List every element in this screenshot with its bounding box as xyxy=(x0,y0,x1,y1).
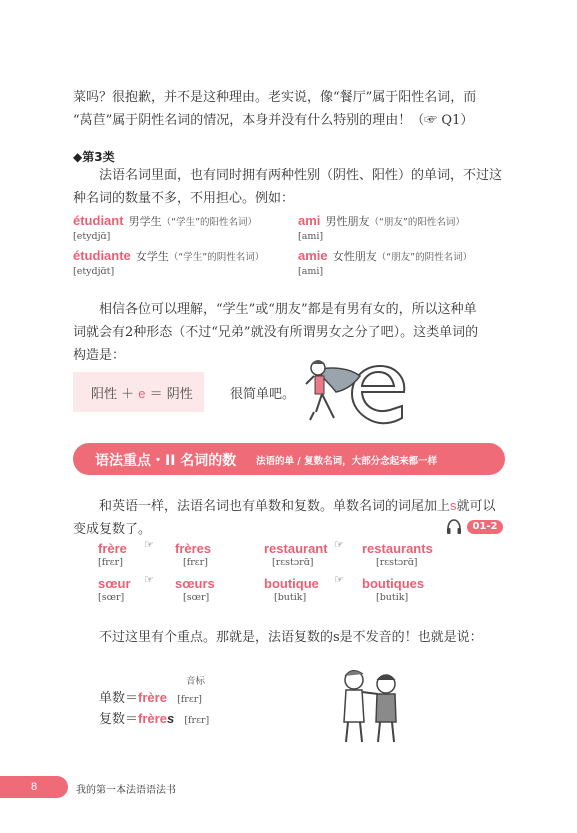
page-number: 8 xyxy=(0,776,68,798)
singular-ipa: [butik] xyxy=(274,592,307,603)
banner-title: 语法重点・II 名词的数 xyxy=(95,453,237,469)
singular-word: restaurant xyxy=(264,541,328,556)
silent-s: s xyxy=(166,711,175,726)
brothers-illustration xyxy=(330,660,410,746)
pointing-hand-icon: ☞ xyxy=(334,573,344,586)
french-word: ami xyxy=(298,213,321,228)
plural-line-1-end: 就可以 xyxy=(456,499,496,514)
example-etudiante xyxy=(73,245,264,277)
s3p2-line-3: 构造是： xyxy=(73,348,126,363)
section3-paragraph-1 xyxy=(73,164,513,210)
plural-word: frères xyxy=(175,541,212,556)
singular-word: sœur xyxy=(98,576,131,591)
singular-line xyxy=(99,687,202,706)
rule-left: 阳性 ＋ xyxy=(91,387,135,402)
plural-line xyxy=(99,708,209,727)
rule-right: ＝ 阴性 xyxy=(149,387,193,402)
pointing-hand-icon: ☞ xyxy=(144,538,154,551)
plural-ipa: [frɛr] xyxy=(183,557,208,568)
plural-line-2: 变成复数了。 xyxy=(73,522,152,537)
example-ami xyxy=(298,210,465,242)
s3-line-2: 种名词的数量不多，不用担心。例如： xyxy=(73,191,295,206)
french-word: étudiant xyxy=(73,213,124,228)
intro-paragraph xyxy=(73,86,513,132)
singular-ipa: [rɛstɔrɑ̃] xyxy=(272,557,314,568)
french-word: amie xyxy=(298,248,328,263)
ipa: [ami] xyxy=(298,231,324,242)
plural-word: frère xyxy=(138,711,167,726)
section-heading: ◆第3类 xyxy=(73,150,115,164)
plural-word: boutiques xyxy=(362,576,425,591)
easy-text: 很简单吧。 xyxy=(230,387,296,402)
gloss: 女学生 xyxy=(135,250,169,263)
phonetic-label: 音标 xyxy=(186,676,206,687)
plural-word: sœurs xyxy=(175,576,215,591)
s3-line-1: 法语名词里面，也有同时拥有两种性别（阴性、阳性）的单词，不过这 xyxy=(99,168,503,183)
pointing-hand-icon: ☞ xyxy=(144,573,154,586)
plural-ipa: [sœr] xyxy=(183,592,210,603)
example-amie xyxy=(298,245,472,277)
s3p2-line-2: 词就会有2种形态（不过“兄弟”就没有所谓男女之分了吧）。这类单词的 xyxy=(73,325,479,340)
example-etudiant xyxy=(73,210,257,242)
plural-ipa: [rɛstɔrɑ̃] xyxy=(376,557,418,568)
section3-paragraph-2 xyxy=(73,298,513,367)
note: （“学生”的阴性名词） xyxy=(168,252,265,263)
pointing-hand-icon: ☞ xyxy=(334,538,344,551)
singular-ipa: [frɛr] xyxy=(177,694,203,705)
track-number: 01-2 xyxy=(467,520,503,534)
intro-line-2: “莴苣”属于阴性名词的情况，本身并没有什么特别的理由！（☞ Q1） xyxy=(73,113,474,128)
book-title: 我的第一本法语语法书 xyxy=(76,785,176,796)
singular-word: frère xyxy=(98,541,127,556)
grammar-banner xyxy=(73,443,505,475)
plural-ipa: [butik] xyxy=(376,592,409,603)
plural-word: restaurants xyxy=(362,541,433,556)
gloss: 女性朋友 xyxy=(332,250,377,263)
singular-label: 单数＝ xyxy=(99,691,139,706)
ipa: [etydjɑ̃t] xyxy=(73,266,115,277)
singular-ipa: [sœr] xyxy=(98,592,125,603)
plural-ipa: [frɛr] xyxy=(184,715,210,726)
banner-subtitle: 法语的单 / 复数名词，大部分念起来都一样 xyxy=(256,456,438,467)
gloss: 男学生 xyxy=(128,215,162,228)
note: （“朋友”的阴性名词） xyxy=(376,252,473,263)
intro-line-1: 菜吗？很抱歉，并不是这种理由。老实说，像“餐厅”属于阳性名词，而 xyxy=(73,90,477,105)
rule-box xyxy=(73,372,204,412)
french-word: étudiante xyxy=(73,248,131,263)
plural-paragraph-2: 不过这里有个重点。那就是，法语复数的s是不发音的！也就是说： xyxy=(99,630,483,645)
plural-line-1 xyxy=(73,494,513,518)
plural-label: 复数＝ xyxy=(99,712,139,727)
superhero-e-illustration xyxy=(300,354,410,429)
singular-word: boutique xyxy=(264,576,319,591)
ipa: [ami] xyxy=(298,266,324,277)
plural-s: s xyxy=(450,498,457,513)
ipa: [etydjɑ̃] xyxy=(73,231,111,242)
headphones-icon xyxy=(445,518,463,536)
audio-track[interactable] xyxy=(445,518,505,536)
plural-line-1-text: 和英语一样，法语名词也有单数和复数。单数名词的词尾加上 xyxy=(99,499,451,514)
s3p2-line-1: 相信各位可以理解，“学生”或“朋友”都是有男有女的，所以这种单 xyxy=(99,302,477,317)
singular-word: frère xyxy=(138,690,167,705)
singular-ipa: [frɛr] xyxy=(98,557,123,568)
gloss: 男性朋友 xyxy=(325,215,370,228)
note: （“学生”的阳性名词） xyxy=(161,217,257,228)
rule-e: e xyxy=(138,386,146,401)
note: （“朋友”的阳性名词） xyxy=(369,217,465,228)
